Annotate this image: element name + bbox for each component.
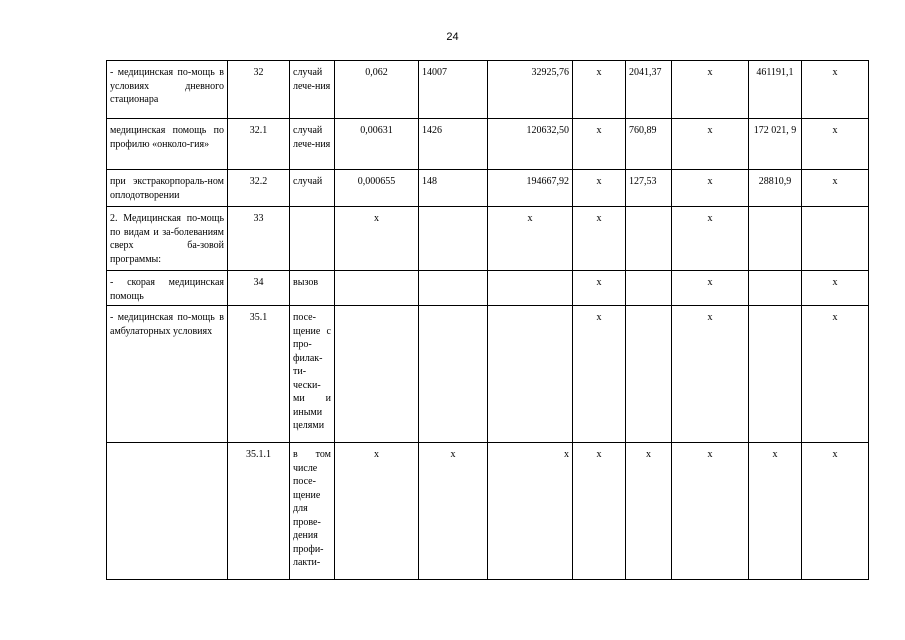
value-cell-1: 0,000655 (335, 170, 419, 207)
row-number-cell: 32 (228, 61, 290, 119)
row-unit-cell: случай лече-ния (290, 61, 335, 119)
value-cell-5: х (626, 443, 672, 580)
value-cell-6: х (672, 207, 749, 271)
value-cell-6: х (672, 271, 749, 306)
value-cell-6: х (672, 170, 749, 207)
value-cell-7 (749, 271, 802, 306)
value-cell-6: х (672, 306, 749, 443)
value-cell-2: х (419, 443, 488, 580)
table-row (107, 443, 869, 580)
value-cell-5: 2041,37 (626, 61, 672, 119)
row-unit-cell: случай (290, 170, 335, 207)
value-cell-5 (626, 271, 672, 306)
value-cell-6: х (672, 61, 749, 119)
value-cell-1 (335, 271, 419, 306)
row-unit-cell: вызов (290, 271, 335, 306)
value-cell-1: х (335, 443, 419, 580)
value-cell-8: х (802, 271, 869, 306)
table-row (107, 271, 869, 306)
value-cell-6: х (672, 119, 749, 170)
row-number-cell: 34 (228, 271, 290, 306)
table-row (107, 119, 869, 170)
row-name-cell: 2. Медицинская по-мощь по видам и за-болеваниям сверх ба-зовой программы: (107, 207, 228, 271)
value-cell-7: 461191,1 (749, 61, 802, 119)
row-name-cell: - медицинская по-мощь в амбулаторных условиях (107, 306, 228, 443)
data-table (106, 60, 869, 580)
value-cell-5 (626, 207, 672, 271)
row-name-cell: медицинская помощь по профилю «онколо-гия» (107, 119, 228, 170)
value-cell-4: х (573, 207, 626, 271)
value-cell-7: 172 021, 9 (749, 119, 802, 170)
value-cell-4: х (573, 443, 626, 580)
value-cell-3: х (488, 443, 573, 580)
value-cell-5 (626, 306, 672, 443)
value-cell-7 (749, 207, 802, 271)
value-cell-3 (488, 306, 573, 443)
value-cell-7 (749, 306, 802, 443)
table-row (107, 170, 869, 207)
value-cell-7: 28810,9 (749, 170, 802, 207)
value-cell-8: х (802, 306, 869, 443)
value-cell-6: х (672, 443, 749, 580)
table-row (107, 306, 869, 443)
value-cell-8: х (802, 443, 869, 580)
value-cell-2 (419, 207, 488, 271)
value-cell-5: 127,53 (626, 170, 672, 207)
row-unit-cell: посе-щение с про-филак-ти-чески-ми и иными целями (290, 306, 335, 443)
table-row (107, 207, 869, 271)
value-cell-4: х (573, 271, 626, 306)
value-cell-2: 14007 (419, 61, 488, 119)
row-name-cell: при экстракорпораль-ном оплодотворении (107, 170, 228, 207)
row-number-cell: 33 (228, 207, 290, 271)
value-cell-2: 1426 (419, 119, 488, 170)
value-cell-1: 0,00631 (335, 119, 419, 170)
value-cell-1 (335, 306, 419, 443)
value-cell-1: 0,062 (335, 61, 419, 119)
row-number-cell: 32.2 (228, 170, 290, 207)
page-number: 24 (446, 31, 459, 43)
value-cell-5: 760,89 (626, 119, 672, 170)
value-cell-8: х (802, 170, 869, 207)
value-cell-3: 32925,76 (488, 61, 573, 119)
value-cell-2 (419, 271, 488, 306)
row-name-cell: - скорая медицинская помощь (107, 271, 228, 306)
row-number-cell: 35.1 (228, 306, 290, 443)
value-cell-3 (488, 271, 573, 306)
value-cell-4: х (573, 306, 626, 443)
value-cell-2 (419, 306, 488, 443)
value-cell-4: х (573, 119, 626, 170)
row-name-cell: - медицинская по-мощь в условиях дневного стационара (107, 61, 228, 119)
row-number-cell: 35.1.1 (228, 443, 290, 580)
value-cell-1: х (335, 207, 419, 271)
value-cell-7: х (749, 443, 802, 580)
value-cell-8 (802, 207, 869, 271)
row-unit-cell: случай лече-ния (290, 119, 335, 170)
table-row (107, 61, 869, 119)
value-cell-4: х (573, 170, 626, 207)
value-cell-3: х (488, 207, 573, 271)
value-cell-3: 120632,50 (488, 119, 573, 170)
value-cell-2: 148 (419, 170, 488, 207)
row-number-cell: 32.1 (228, 119, 290, 170)
row-unit-cell: в том числе посе-щение для прове-дения профи-лакти- (290, 443, 335, 580)
value-cell-3: 194667,92 (488, 170, 573, 207)
row-name-cell (107, 443, 228, 580)
row-unit-cell (290, 207, 335, 271)
value-cell-8: х (802, 119, 869, 170)
value-cell-4: х (573, 61, 626, 119)
value-cell-8: х (802, 61, 869, 119)
